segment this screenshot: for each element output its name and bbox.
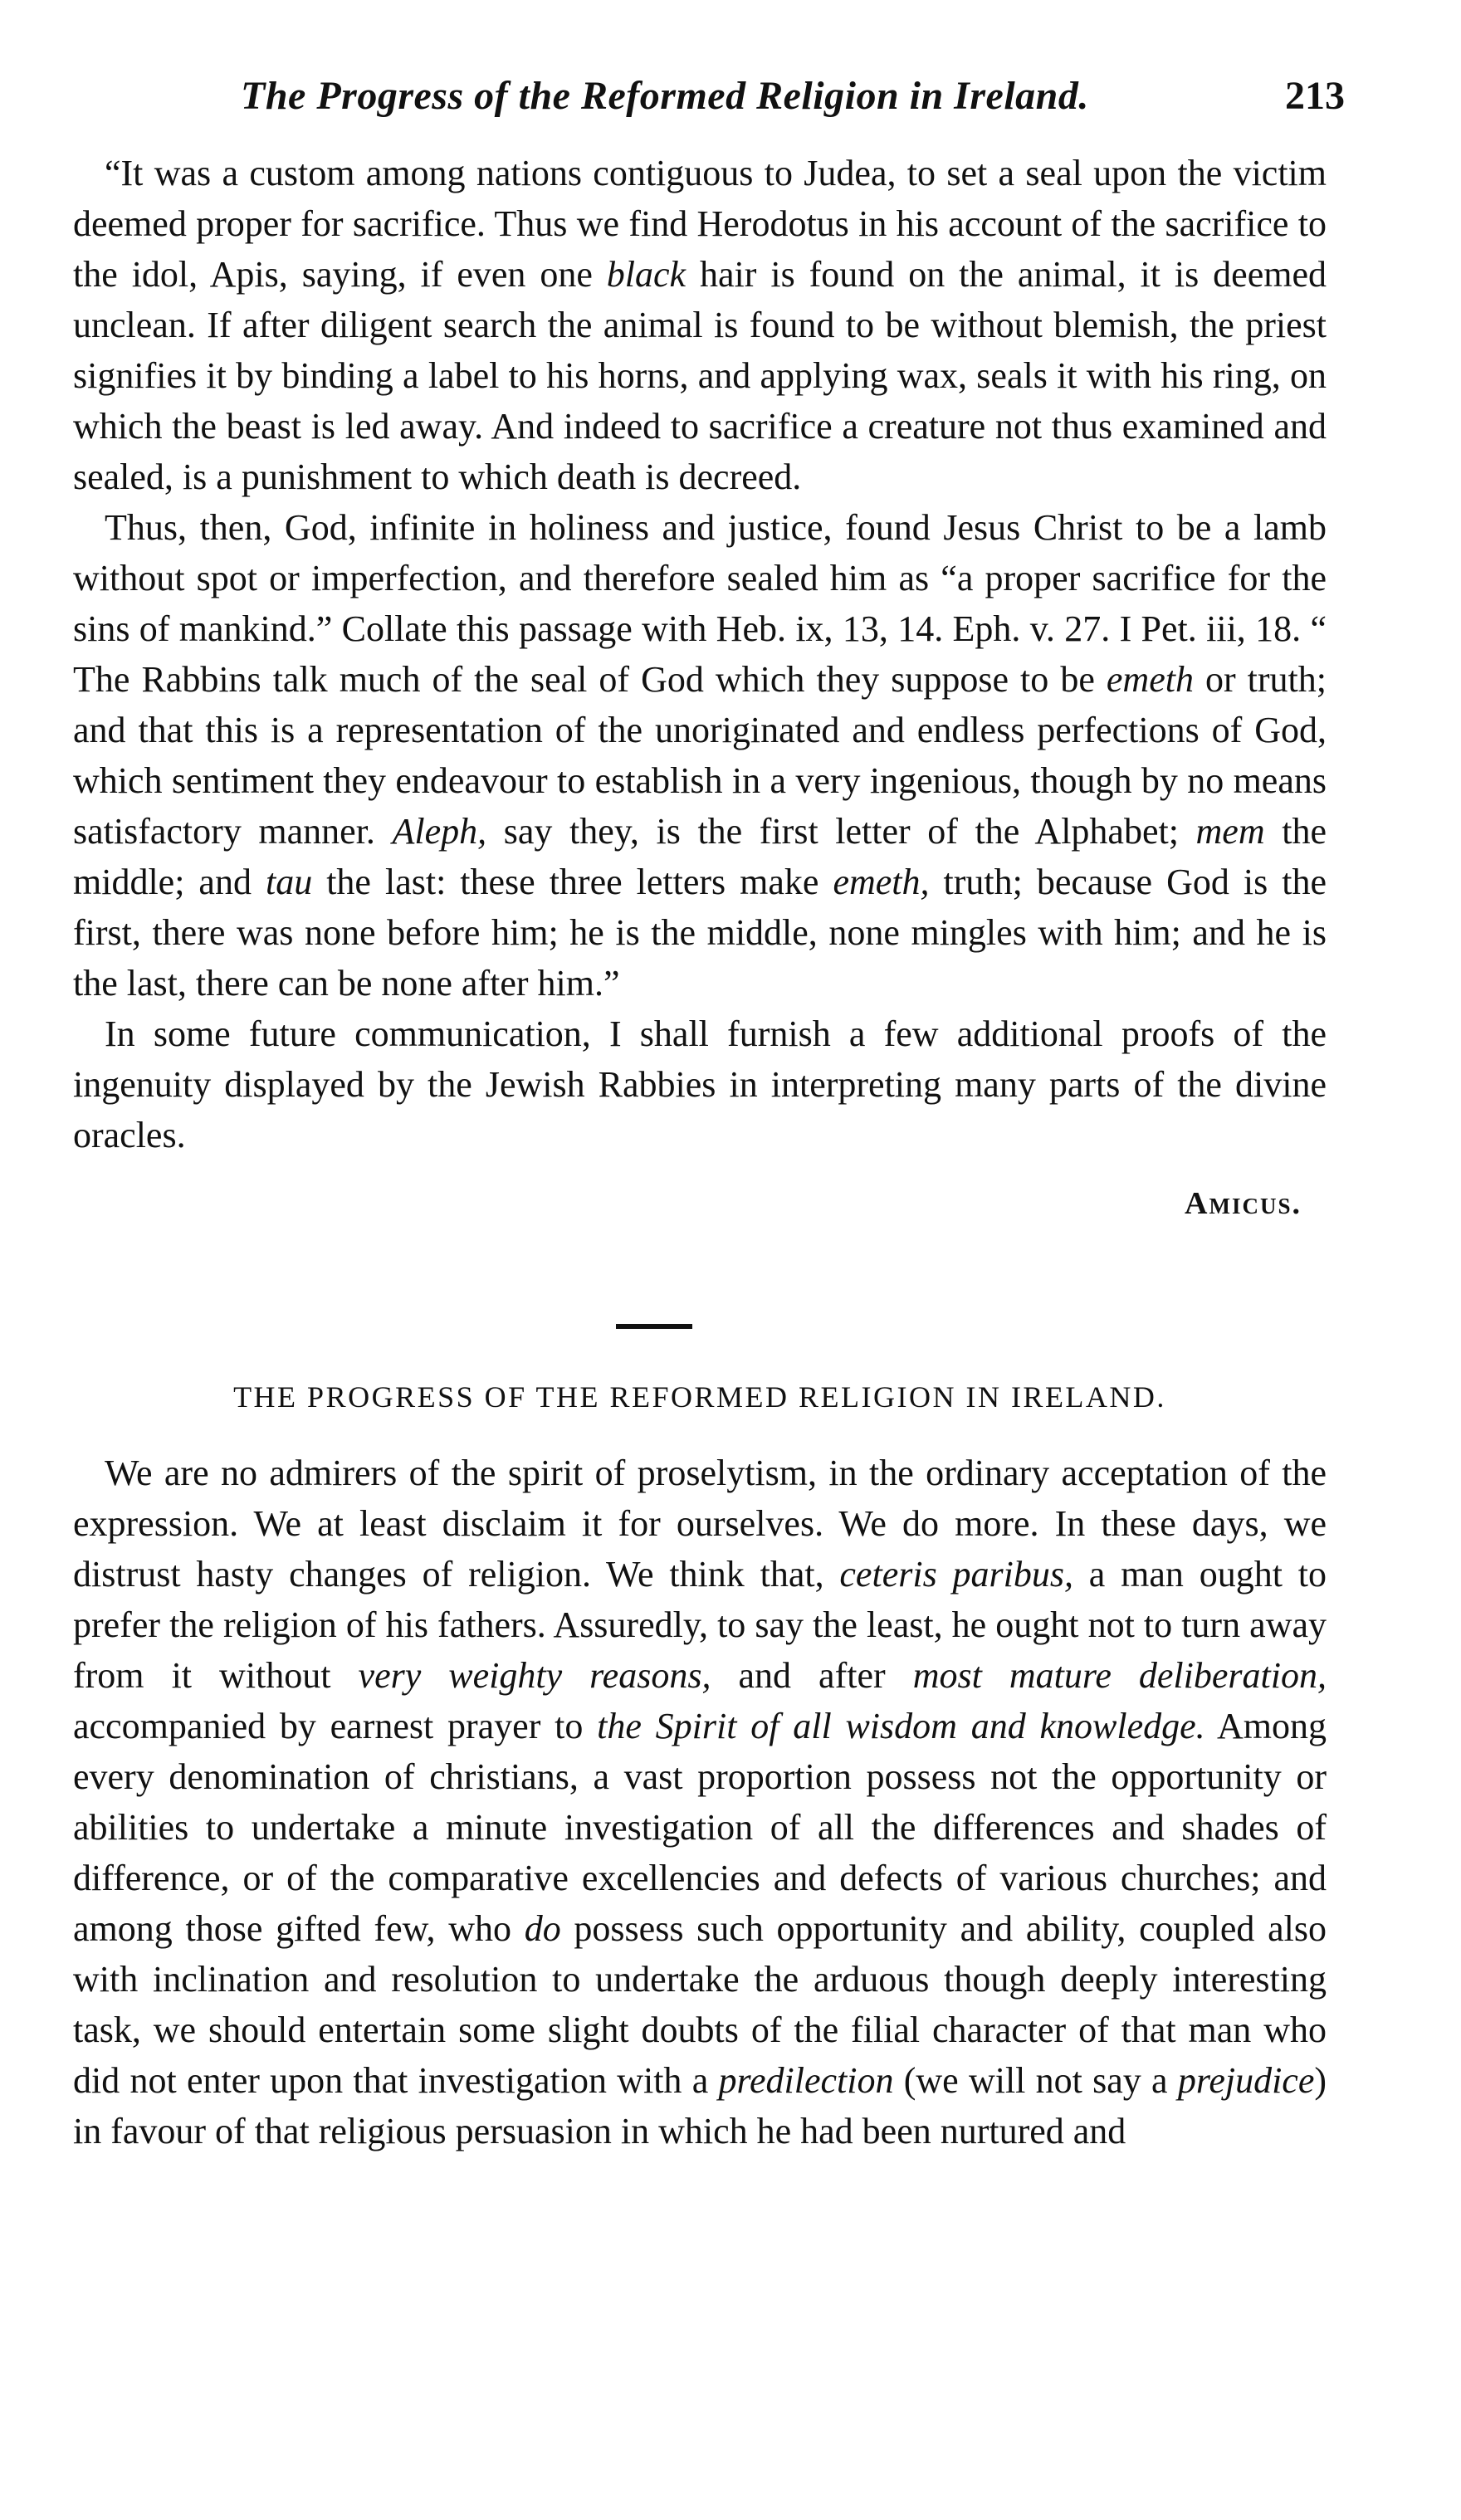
previous-article-body (73, 148, 1327, 1229)
text-run: the middle; and (73, 811, 1327, 902)
italic-run: predilection (718, 2060, 894, 2101)
text-run: ) in favour of that religious persuasion in which he had been nurtured and (73, 2060, 1327, 2151)
paragraph-proselytism (73, 1448, 1327, 2156)
paragraph-victim-seal (73, 148, 1327, 502)
text-run: We are no admirers of the spirit of proselytism, in the ordinary acceptation of the expression. We at least disclaim it for ourselves. We do more. In these days, we distrust hasty changes of religion. We think that, (73, 1453, 1327, 1595)
text-run: “It was a custom among nations contiguous to Judea, to set a seal upon the victim deemed proper for sacrifice. Thus we find Herodotus in his account of the sacrifice to the idol, Apis, saying, if even one (73, 153, 1327, 295)
italic-run: very weighty reasons, (358, 1655, 711, 1696)
italic-run: most mature deliberation, (912, 1655, 1327, 1696)
page-number: 213 (1285, 74, 1345, 118)
text-run: Thus, then, God, infinite in holiness and justice, found Jesus Christ to be a lamb without spot or imperfection, and therefore sealed him as “a proper sacrifice for the sins of mankind.” Collate this passage with Heb. ix, 13, 14. Eph. v. 27. I Pet. iii, 18. “ The Rabbins talk much of the seal of God which they suppose to be (73, 507, 1327, 700)
text-run: hair is found on the animal, it is deemed unclean. If after diligent search the animal is found to be without blemish, the priest signifies it by binding a label to his horns, and applying wax, seals it with his ring, on which the beast is led away. And indeed to sacrifice a creature not thus examined and sealed, is a punishment to which death is decreed. (73, 254, 1327, 497)
italic-run: mem (1195, 811, 1265, 852)
text-run: or truth; and that this is a representation of the unoriginated and endless perfections of God, which sentiment they endeavour to establish in a very ingenious, though by no means satisfactory manner. (73, 659, 1327, 852)
italic-run: the Spirit of all wisdom and knowledge. (597, 1706, 1205, 1746)
paragraph-future-communication: In some future communication, I shall furnish a few additional proofs of the ingenuity displayed by the Jewish Rabbies in interpreting many parts of the divine oracles. (73, 1013, 1327, 1155)
running-title: The Progress of the Reformed Religion in Ireland. (241, 74, 1089, 118)
italic-run: Aleph, (392, 811, 487, 852)
text-run: a man ought to prefer the religion of his fathers. Assuredly, to say the least, he ought not to turn away from it without (73, 1554, 1327, 1696)
text-run: Among every denomination of christians, a vast proportion possess not the opportunity or abilities to undertake a minute investigation of all the differences and shades of difference, or of the comparative excellencies and defects of various churches; and among those gifted few, who (73, 1706, 1327, 1949)
running-head (241, 73, 1345, 131)
italic-run: emeth (1106, 659, 1194, 700)
article-body (73, 1448, 1327, 2156)
article-title: THE PROGRESS OF THE REFORMED RELIGION IN IRELAND. (233, 1380, 1166, 1414)
italic-run: do (524, 1908, 561, 1949)
text-run: and after (711, 1655, 913, 1696)
italic-run: ceteris paribus, (839, 1554, 1073, 1595)
author-signature: Amicus. (1185, 1186, 1302, 1221)
text-run: accompanied by earnest prayer to (73, 1706, 598, 1746)
text-run: say they, is the first letter of the Alphabet; (486, 811, 1196, 852)
italic-run: tau (265, 862, 313, 902)
text-run: the last: these three letters make (312, 862, 833, 902)
italic-run: black (606, 254, 687, 295)
text-run: possess such opportunity and ability, coupled also with inclination and resolution to undertake the arduous though deeply interesting task, we should entertain some slight doubts of the filial character of that man who did not enter upon that investigation with a (73, 1908, 1327, 2101)
paragraph-seal-of-god (73, 502, 1327, 1008)
text-run: truth; because God is the first, there was none before him; he is the middle, none mingles with him; and he is the last, there can be none after him.” (73, 862, 1327, 1004)
text-run: (we will not say a (893, 2060, 1178, 2101)
italic-run: prejudice (1177, 2060, 1315, 2101)
italic-run: emeth, (833, 862, 930, 902)
section-divider (616, 1324, 692, 1329)
